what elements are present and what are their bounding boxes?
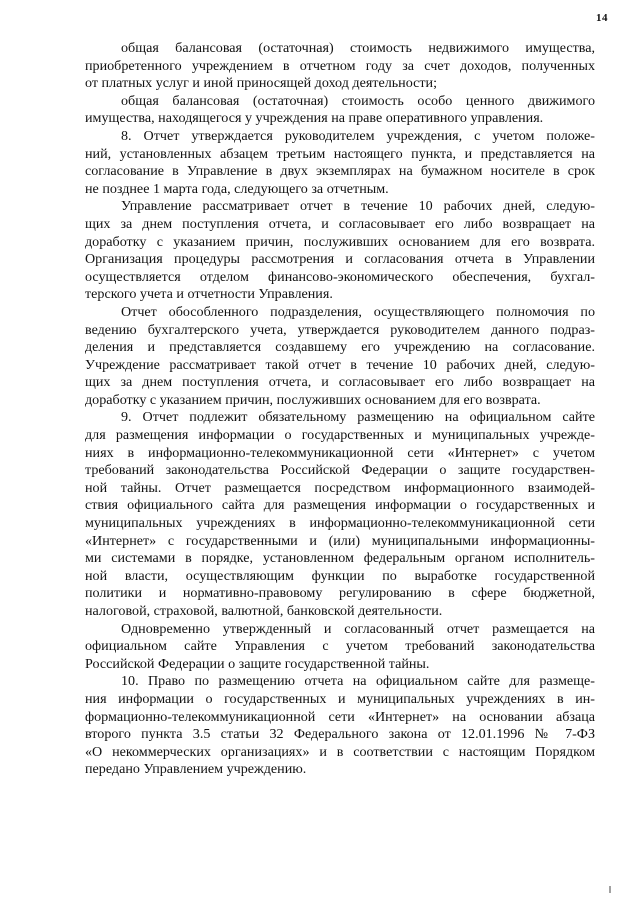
text-line: осуществляется отделом финансово-экономического обеспечения, бухгал- [85,268,595,285]
text-line: Учреждение рассматривает такой отчет в течение 10 рабочих дней, следую- [85,356,595,373]
paragraph [85,198,595,304]
text-line: ми системами в порядке, установленном федеральным органом исполнитель- [85,550,595,567]
text-line: налоговой, страховой, валютной, банковской деятельности. [85,603,443,619]
text-line: 8. Отчет утверждается руководителем учреждения, с учетом положе- [121,127,595,144]
text-line: доработку с указанием причин, послуживших основанием для его возврата. [85,233,595,250]
text-line: ведению бухгалтерского учета, утверждается руководителем данного подраз- [85,321,595,338]
paragraph [85,304,595,410]
text-line: политики и нормативно-правовому регулированию в сфере бюджетной, [85,585,595,602]
text-line: муниципальных учреждениях в информационно-телекоммуникационной сети [85,515,595,532]
text-line: передано Управлением учреждению. [85,761,307,778]
text-line: Российской Федерации о защите государственной тайны. [85,655,430,672]
text-line: «Интернет» с государственными и (или) муниципальными информационны- [85,532,595,549]
text-line: деления и представляется создавшему его учреждению на согласование. [85,339,595,356]
text-line: ствия официального сайта для размещения информации о государственных и [85,497,595,514]
text-line: ной тайны. Отчет размещается посредством информационного взаимодей- [85,479,595,496]
text-line: имущества, находящегося у учреждения на праве оперативного управления. [85,110,544,127]
paragraph [85,621,595,674]
text-line: для размещения информации о государственных и муниципальных учрежде- [85,427,595,444]
text-line: Одновременно утвержденный и согласованный отчет размещается на [121,620,595,637]
text-line: формационно-телекоммуникационной сети «Интернет» на основании абзаца [85,708,595,725]
text-line: доработку с указанием причин, послуживших основанием для его возврата. [85,391,541,408]
text-line: общая балансовая (остаточная) стоимость особо ценного движимого [121,92,595,109]
paragraph [85,93,595,128]
text-line: от платных услуг и иной приносящей доход деятельности; [85,75,437,92]
text-line: щих за днем поступления отчета, и согласовывает его либо возвращает на [85,374,595,391]
page-number: 14 [596,12,608,24]
text-line: не позднее 1 марта года, следующего за отчетным. [85,180,389,197]
text-line: терского учета и отчетности Управления. [85,286,333,303]
text-line: официальном сайте Управления с учетом требований законодательства [85,638,595,655]
document-body [85,40,595,779]
text-line: общая балансовая (остаточная) стоимость недвижимого имущества, [121,40,595,56]
text-line: ной власти, осуществляющим функции по выработке государственной [85,567,595,584]
text-line: Отчет обособленного подразделения, осуществляющего полномочия по [121,303,595,320]
text-line: согласование в Управление в двух экземплярах на бумажном носителе в срок [85,163,595,180]
text-line: 10. Право по размещению отчета на официальном сайте для размеще- [121,673,595,690]
paragraph [85,40,595,93]
text-line: ния информации о государственных и муниципальных учреждениях в ин- [85,690,595,707]
paragraph [85,128,595,198]
text-line: 9. Отчет подлежит обязательному размещению на официальном сайте [121,409,595,426]
paragraph [85,673,595,779]
text-line: второго пункта 3.5 статьи 32 Федерального закона от 12.01.1996 № 7-ФЗ [85,726,595,743]
text-line: Управление рассматривает отчет в течение 10 рабочих дней, следую- [121,198,595,215]
text-line: щих за днем поступления отчета, и согласовывает его либо возвращает на [85,215,595,232]
text-line: требований законодательства Российской Федерации о защите государствен- [85,462,595,479]
text-line: ний, установленных абзацем третьим настоящего пункта, и представляется на [85,145,595,162]
paragraph [85,409,595,620]
text-line: ниях в информационно-телекоммуникационной сети «Интернет» с учетом [85,444,595,461]
text-line: Организация процедуры рассмотрения и согласования отчета в Управлении [85,251,595,268]
text-line: приобретенного учреждением в отчетном году за счет доходов, полученных [85,57,595,74]
text-line: «О некоммерческих организациях» и в соответствии с настоящим Порядком [85,743,595,760]
